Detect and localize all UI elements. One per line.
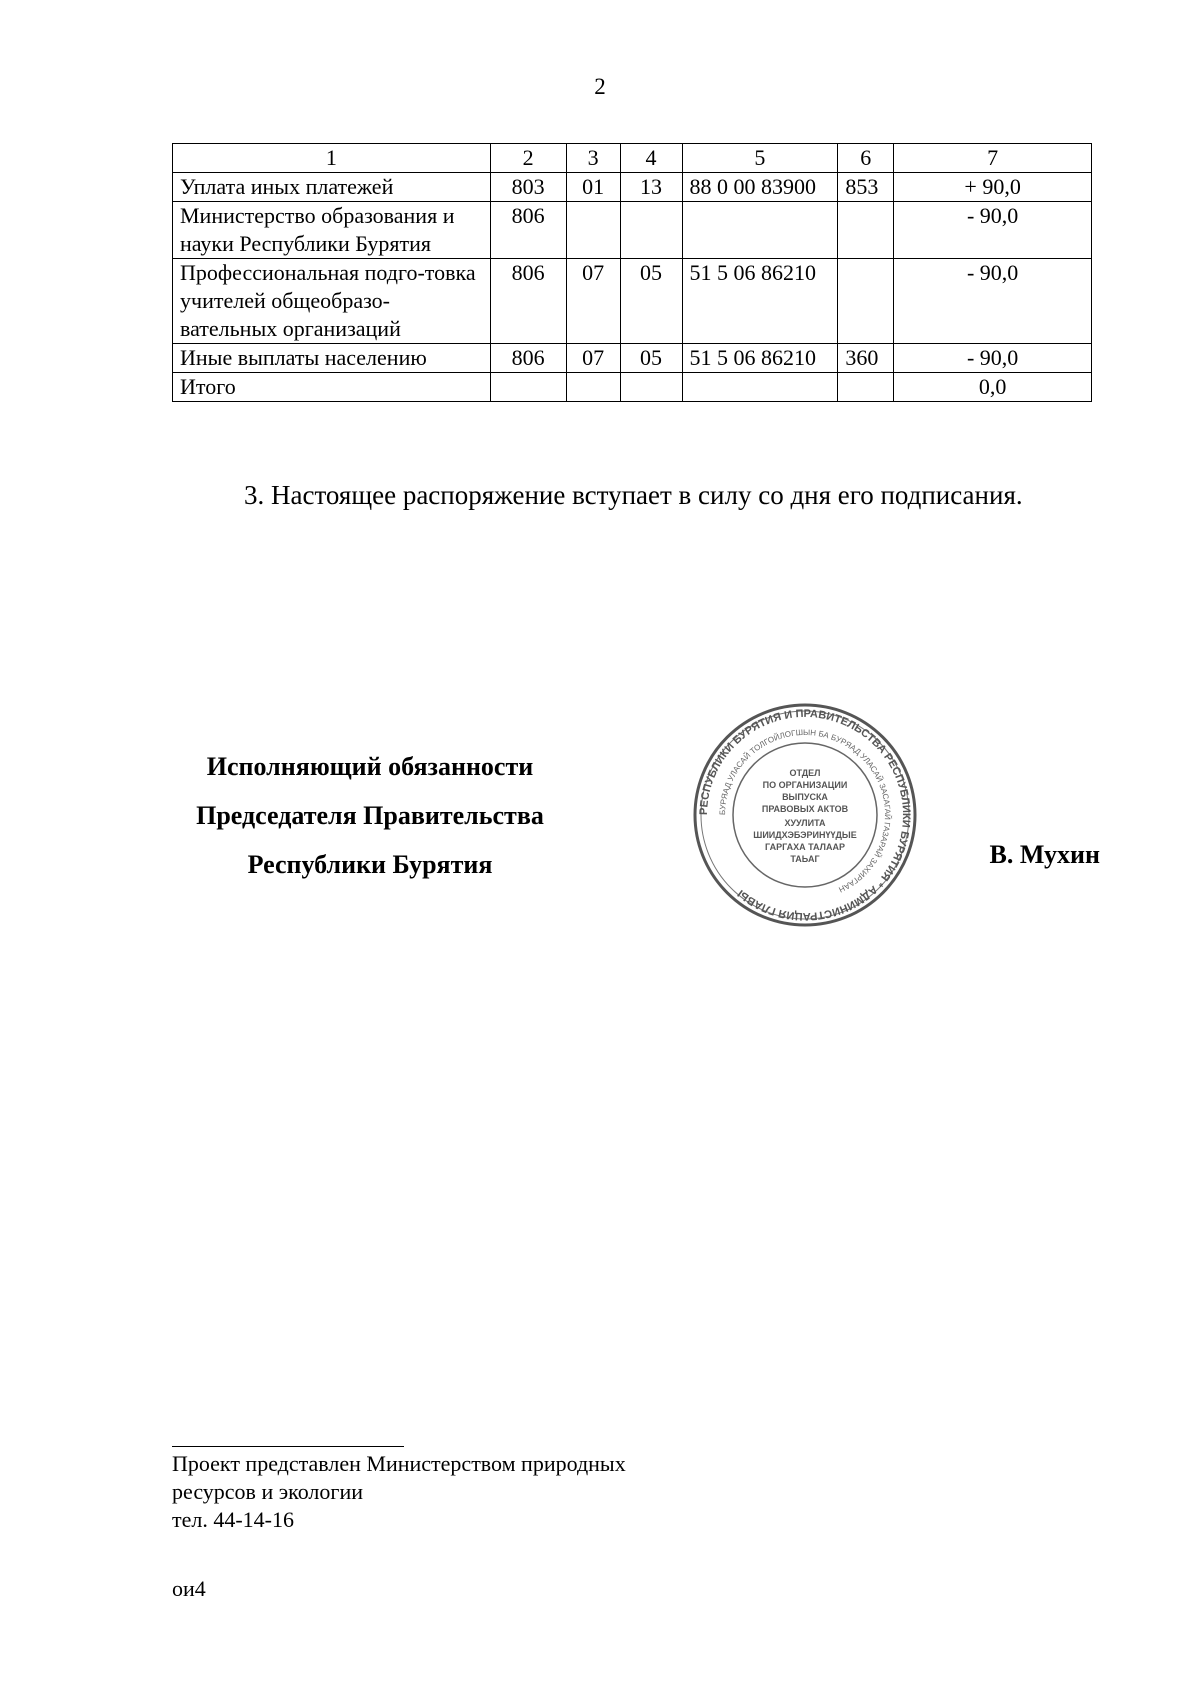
footnote-line: Проект представлен Министерством природных: [172, 1451, 626, 1476]
table-cell: [838, 373, 894, 402]
table-cell-amount: - 90,0: [894, 202, 1092, 259]
table-cell: 51 5 06 86210: [682, 344, 838, 373]
table-cell-name: Уплата иных платежей: [173, 173, 491, 202]
table-cell: 803: [490, 173, 566, 202]
table-cell: 05: [620, 259, 682, 344]
stamp-center-line: ГАРГАХА ТАЛААР: [765, 842, 845, 852]
table-cell-name: Профессиональная подго-товка учителей общеобразо-вательных организаций: [173, 259, 491, 344]
official-seal-stamp: [690, 700, 920, 930]
table-row: [173, 173, 1092, 202]
table-cell: [620, 202, 682, 259]
stamp-center-line: ШИИДХЭБЭРИНҮҮДЫЕ: [753, 830, 857, 840]
signatory-title-line: Республики Бурятия: [247, 850, 493, 879]
stamp-center-line: ПО ОРГАНИЗАЦИИ: [762, 780, 848, 790]
table-cell-name: Министерство образования и науки Республики Бурятия: [173, 202, 491, 259]
table-cell: 853: [838, 173, 894, 202]
table-cell: 806: [490, 202, 566, 259]
table-header-cell: 6: [838, 144, 894, 173]
signatory-title: [160, 742, 580, 889]
table-header-cell: 1: [173, 144, 491, 173]
table-cell: [838, 259, 894, 344]
table-cell: [620, 373, 682, 402]
stamp-inner-ring-text: БУРЯАД УЛАСАЙ ТОЛГОЙЛОГШЫН БА БУРЯАД УЛАСАЙ ЗАСАГАЙ ГАЗАРАЙ ЗАХИРГААН: [717, 727, 893, 895]
table-row: [173, 259, 1092, 344]
table-cell: 806: [490, 259, 566, 344]
table-header-cell: 2: [490, 144, 566, 173]
table-cell-name: Итого: [173, 373, 491, 402]
table-cell-amount: 0,0: [894, 373, 1092, 402]
svg-text:РЕСПУБЛИКИ БУРЯТИЯ И ПРАВИТЕЛЬ: [698, 708, 912, 922]
table-cell: 88 0 00 83900: [682, 173, 838, 202]
footnote-line: тел. 44-14-16: [172, 1507, 295, 1532]
table-cell-name: Иные выплаты населению: [173, 344, 491, 373]
stamp-center-line: ВЫПУСКА: [782, 792, 828, 802]
table-cell: 07: [566, 344, 620, 373]
table-cell: [838, 202, 894, 259]
table-cell-amount: + 90,0: [894, 173, 1092, 202]
signatory-name: В. Мухин: [989, 840, 1100, 869]
footnote: [172, 1450, 772, 1534]
table-header-cell: 5: [682, 144, 838, 173]
footnote-divider: [172, 1446, 404, 1447]
stamp-center-line: ОТДЕЛ: [789, 768, 821, 778]
page-number: 2: [594, 74, 606, 99]
stamp-center-line: ТАЬАГ: [790, 854, 820, 864]
table-cell: [566, 373, 620, 402]
table-row: [173, 344, 1092, 373]
table-cell: 07: [566, 259, 620, 344]
table-cell: [490, 373, 566, 402]
table-cell: [682, 202, 838, 259]
stamp-center-line: ПРАВОВЫХ АКТОВ: [761, 804, 849, 814]
footnote-line: ресурсов и экологии: [172, 1479, 363, 1504]
table-header-cell: 3: [566, 144, 620, 173]
signatory-title-line: Исполняющий обязанности: [206, 752, 534, 781]
table-cell: 05: [620, 344, 682, 373]
table-cell: 13: [620, 173, 682, 202]
table-cell-amount: - 90,0: [894, 344, 1092, 373]
stamp-center-line: ХУУЛИТА: [784, 818, 826, 828]
table-row: [173, 202, 1092, 259]
table-header-cell: 4: [620, 144, 682, 173]
document-code: ои4: [172, 1576, 206, 1601]
table-cell: 01: [566, 173, 620, 202]
table-total-row: [173, 373, 1092, 402]
table-header-row: [173, 144, 1092, 173]
table-cell: 806: [490, 344, 566, 373]
stamp-outer-text: РЕСПУБЛИКИ БУРЯТИЯ И ПРАВИТЕЛЬСТВА РЕСПУБЛИКИ БУРЯТИЯ * АДМИНИСТРАЦИЯ ГЛАВЫ: [697, 707, 913, 923]
signatory-title-line: Председателя Правительства: [196, 801, 544, 830]
table-header-cell: 7: [894, 144, 1092, 173]
table-cell: 360: [838, 344, 894, 373]
clause-text: 3. Настоящее распоряжение вступает в силу со дня его подписания.: [244, 480, 1023, 510]
table-cell: [682, 373, 838, 402]
table-cell: 51 5 06 86210: [682, 259, 838, 344]
table-cell: [566, 202, 620, 259]
table-cell-amount: - 90,0: [894, 259, 1092, 344]
budget-table: [172, 143, 1092, 402]
